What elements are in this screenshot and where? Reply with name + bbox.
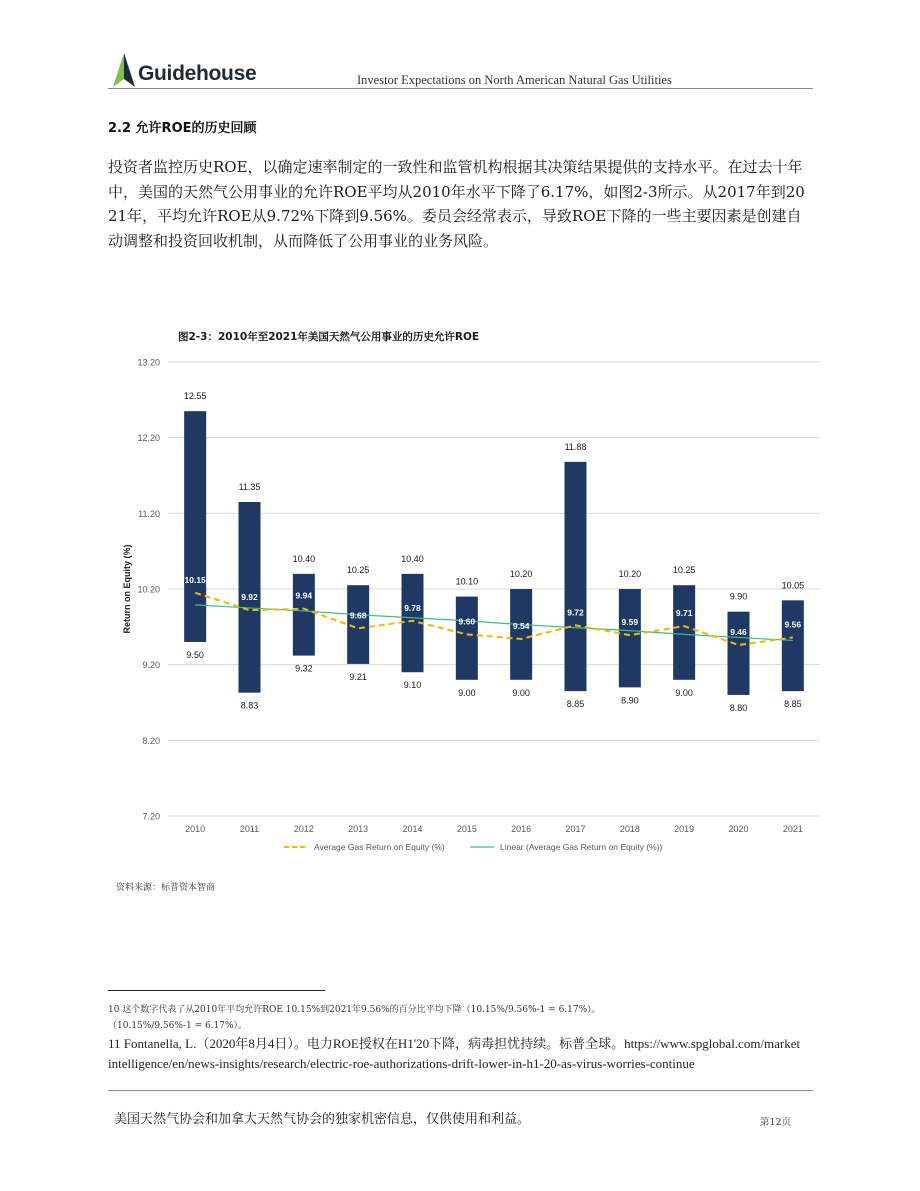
high-data-label: 10.25 [346,565,370,576]
high-data-label: 10.40 [292,553,316,564]
range-bar [673,585,695,680]
y-tick-label: 11.20 [138,508,160,519]
low-data-label: 8.85 [566,699,585,710]
y-tick-label: 13.20 [137,357,160,368]
header-title: Investor Expectations on North American Natural Gas Utilities [357,73,672,87]
footnote-11: 11 Fontanella, L.（2020年8月4日）。电力ROE授权在H1'20下降，病毒担忧持续。标普全球。https://www.spglobal.com/marketintelligence/en/news-insights/research/electric-roe-authorizations-drift-lower-in-h1-20-as-virus-worries-continue [108,1036,801,1071]
average-data-label: 9.68 [349,610,367,621]
header-divider [108,88,813,89]
average-data-label: 9.46 [730,626,747,637]
x-tick-label: 2020 [728,824,749,834]
logo [110,52,257,90]
logo-text: Guidehouse [138,62,257,85]
average-line [195,590,793,645]
low-data-label: 9.00 [458,687,476,698]
average-data-label: 9.72 [567,607,584,618]
trend-line [195,602,793,641]
low-data-label: 8.80 [729,702,748,713]
legend-linear-label: Linear (Average Gas Return on Equity (%)) [500,842,663,852]
y-tick-label: 10.20 [137,584,160,595]
low-data-label: 9.10 [403,680,422,691]
average-data-label: 9.60 [458,616,476,627]
x-tick-label: 2018 [619,824,640,834]
x-tick-label: 2011 [239,824,260,834]
footer-text: 美国天然气协会和加拿大天然气协会的独家机密信息，仅供使用和利益。 [114,1112,531,1127]
average-data-label: 9.92 [241,592,258,603]
legend-average-label: Average Gas Return on Equity (%) [314,842,445,852]
y-axis-title: Return on Equity (%) [122,544,132,634]
average-data-label: 9.56 [784,619,802,630]
high-data-label: 10.25 [672,565,696,576]
x-tick-label: 2014 [402,824,423,834]
logo-mark-icon [110,52,140,88]
y-tick-label: 8.20 [142,735,160,746]
range-bar [293,574,315,656]
low-data-label: 8.85 [784,699,802,710]
source-note: 资料来源：标普资本智商 [116,883,216,893]
range-bar [728,612,750,695]
high-data-label: 11.35 [238,481,261,492]
low-data-label: 9.00 [675,687,693,698]
x-tick-label: 2016 [511,824,532,834]
average-data-label: 9.78 [404,602,421,613]
footnote-10-formula: （10.15%/9.56%-1 = 6.17%）。 [108,1021,248,1031]
x-tick-label: 2019 [674,824,695,834]
low-data-label: 8.83 [240,700,259,711]
high-data-label: 12.55 [183,391,207,402]
y-tick-label: 12.20 [137,433,160,444]
range-bar [510,589,532,680]
x-tick-label: 2017 [565,824,586,834]
average-data-label: 9.59 [621,617,639,628]
footer-divider [108,1090,813,1091]
x-tick-label: 2021 [782,824,803,834]
footnote-10: 10 这个数字代表了从2010年平均允许ROE 10.15%到2021年9.56%的百分比平均下降（10.15%/9.56%-1 = 6.17%）。 [108,1005,601,1015]
low-data-label: 9.32 [295,663,313,674]
x-tick-label: 2013 [348,824,369,834]
range-bar [456,597,478,680]
range-bar [184,411,206,642]
x-tick-label: 2015 [456,824,477,834]
low-data-label: 9.50 [186,649,204,660]
body-paragraph: 投资者监控历史ROE，以确定速率制定的一致性和监管机构根据其决策结果提供的支持水平。在过去十年中，美国的天然气公用事业的允许ROE平均从2010年水平下降了6.17%，如图2-3所示。从2017年到2021年，平均允许ROE从9.72%下降到9.56%。委员会经常表示，导致ROE下降的一些主要因素是创建自动调整和投资回收机制，从而降低了公用事业的业务风险。 [108,158,805,250]
footnote-divider [108,990,325,991]
chart-title: 图2-3：2010年至2021年美国天然气公用事业的历史允许ROE [178,331,480,343]
high-data-label: 10.20 [509,569,533,579]
average-data-label: 9.54 [512,620,530,631]
section-title: 2.2 允许ROE的历史回顾 [108,121,257,136]
high-data-label: 10.20 [618,569,642,579]
high-data-label: 10.10 [455,576,479,587]
range-bar [565,462,587,691]
y-tick-label: 9.20 [142,660,160,671]
average-data-label: 9.71 [675,608,693,619]
roe-chart [108,350,828,870]
high-data-label: 11.88 [564,441,587,452]
range-bar [782,600,804,691]
low-data-label: 9.00 [512,687,530,698]
y-tick-label: 7.20 [142,811,160,822]
high-data-label: 10.05 [781,580,805,591]
low-data-label: 9.21 [349,671,367,682]
x-tick-label: 2012 [293,824,314,834]
high-data-label: 10.40 [401,553,424,564]
x-tick-label: 2010 [185,824,206,834]
page-number: 第12页 [760,1117,792,1128]
range-bar [619,589,641,687]
average-data-label: 10.15 [184,574,206,585]
high-data-label: 9.90 [729,591,748,602]
average-data-label: 9.94 [295,590,313,601]
low-data-label: 8.90 [621,695,639,706]
